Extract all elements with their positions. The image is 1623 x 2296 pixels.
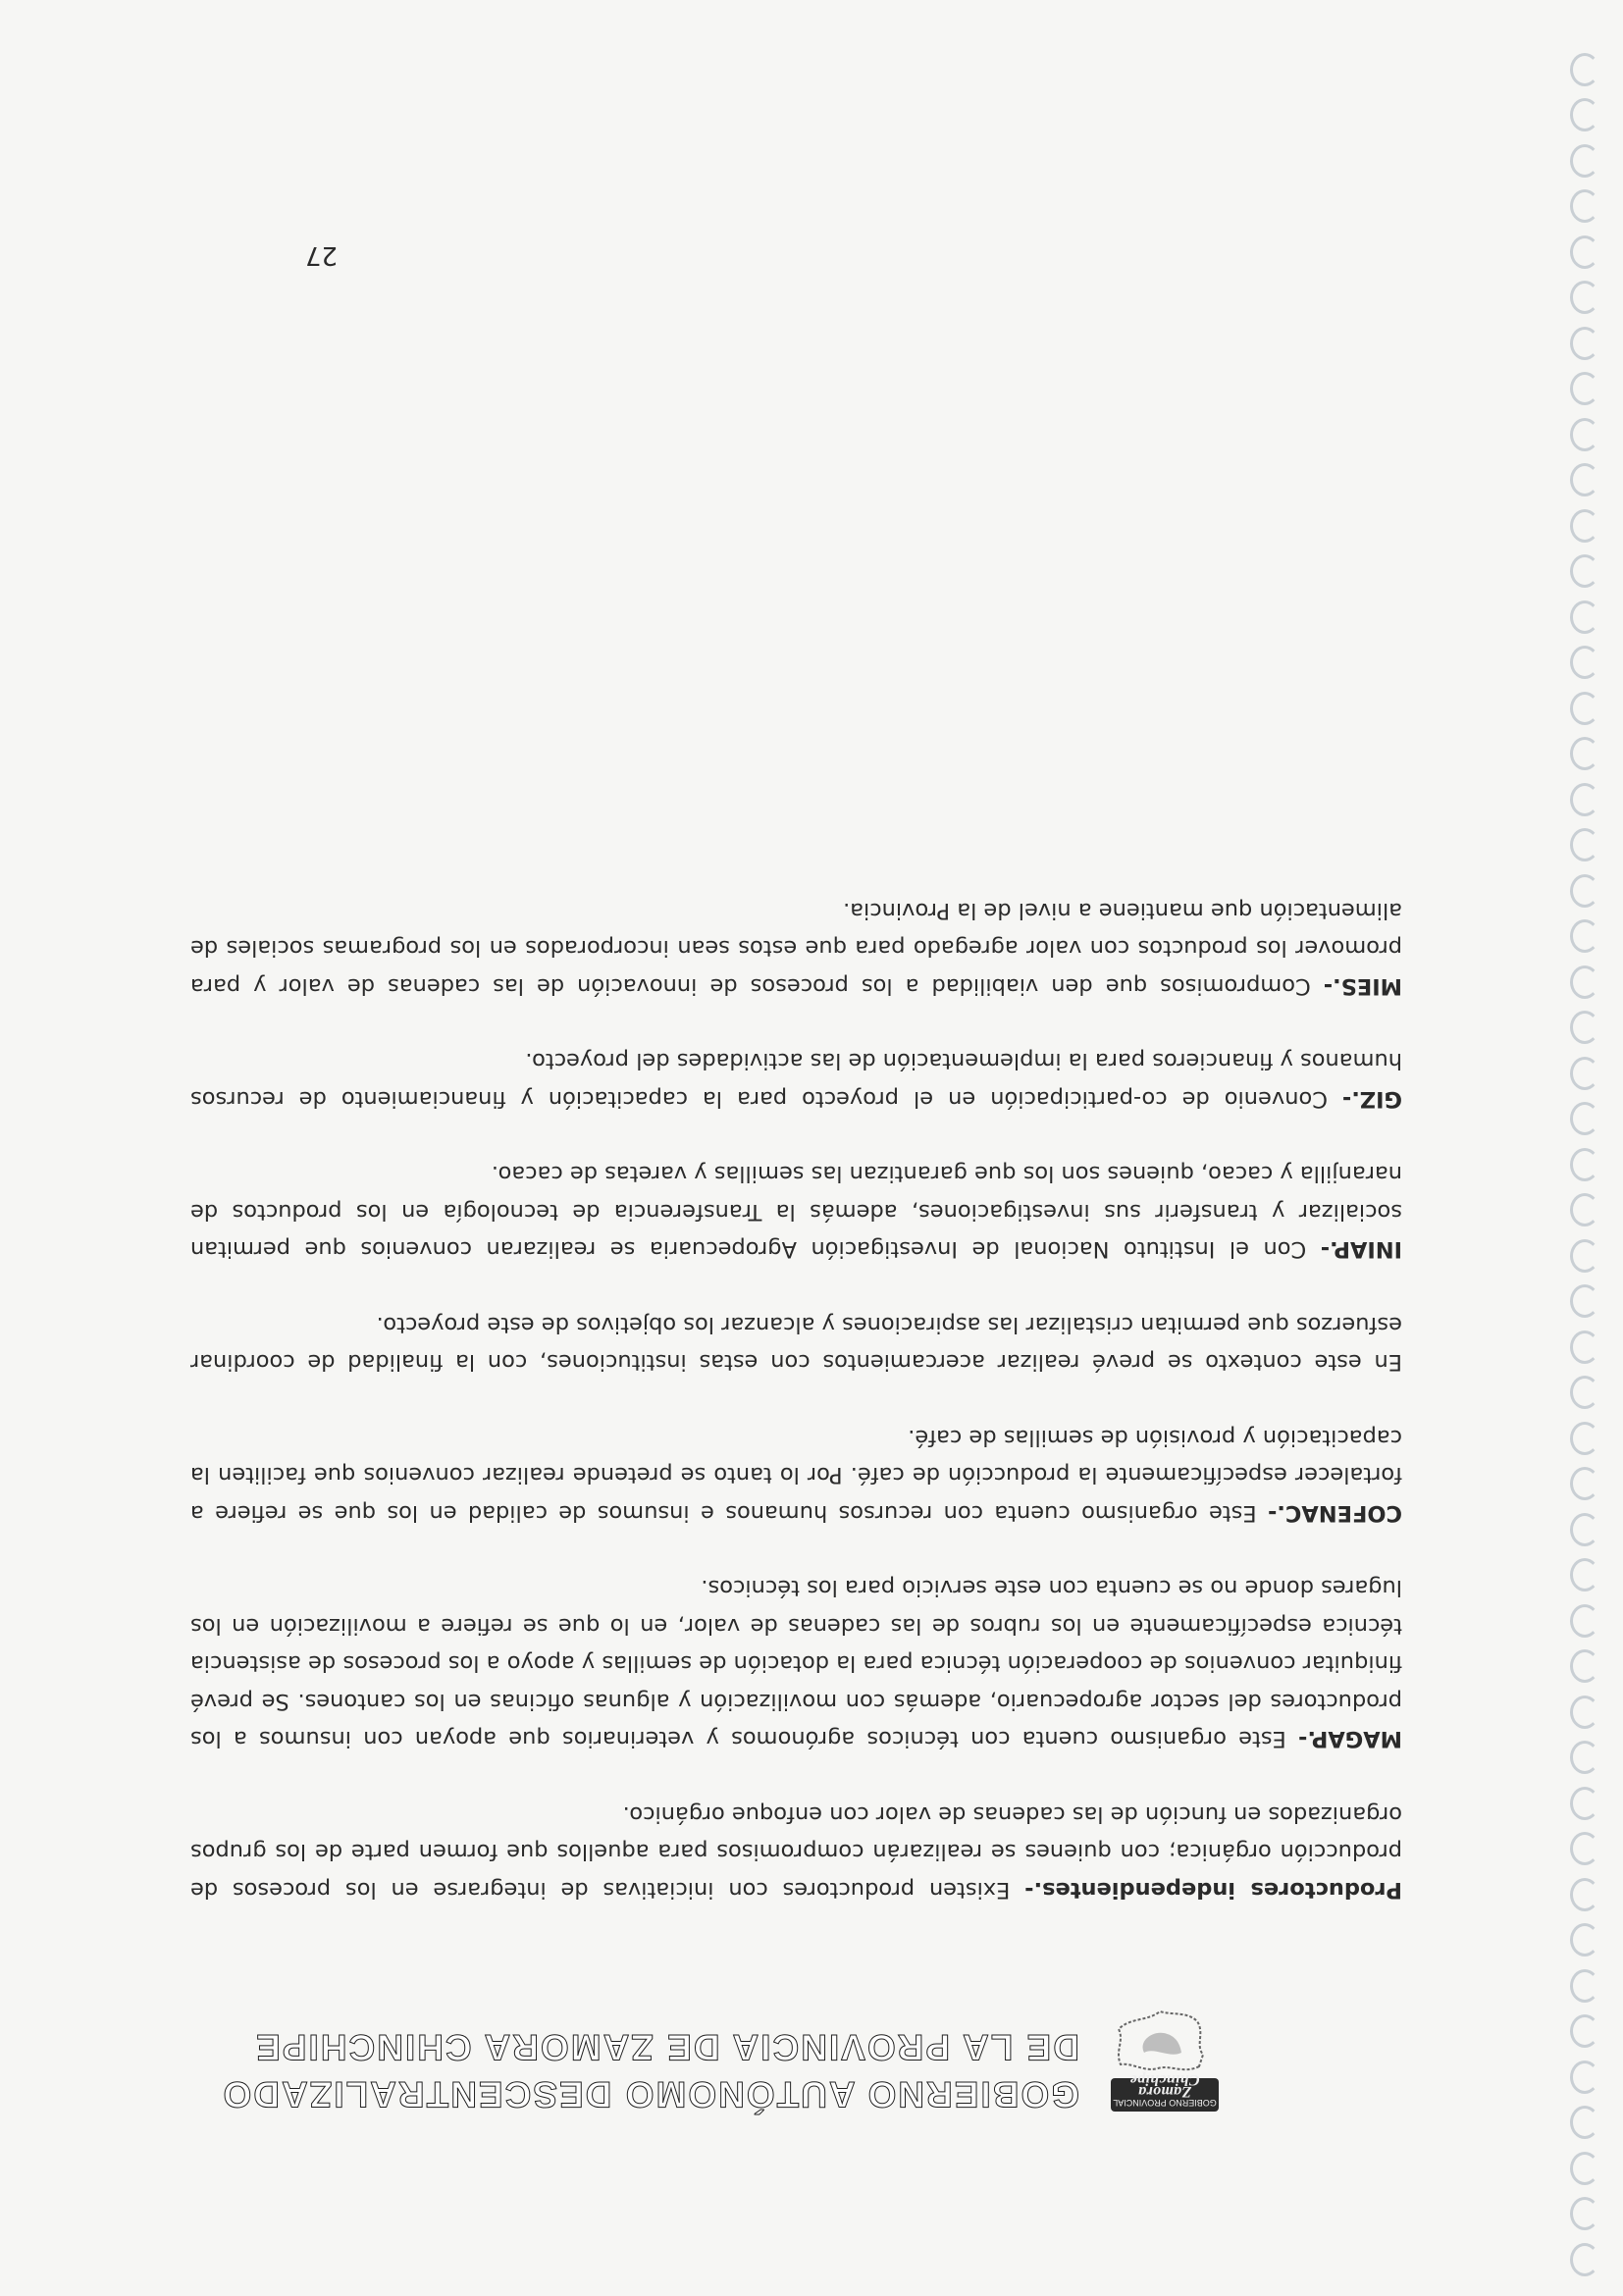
binding-ring [1570, 1422, 1599, 1455]
binding-ring [1570, 2152, 1599, 2185]
binding-ring [1570, 965, 1599, 999]
paragraph-lead: MAGAP.- [1298, 1726, 1402, 1752]
binding-ring [1570, 1696, 1599, 1729]
binding-ring [1570, 1148, 1599, 1181]
paragraph-text: Este organismo cuenta con técnicos agrónomos y veterinarios que apoyan con insumos a los productores del sector agropecuario, además con movilización y algunas oficinas en los cantones. Se prevé finiquitar convenios de cooperación técnica para la dotación de semillas y apoyo a los procesos de asistencia técnica específicamente en los rubros de las cadenas de valor, en lo que se refiere a movilización en los lugares donde no se cuenta con este servicio para los técnicos. [190, 1575, 1402, 1752]
paragraph-productores [190, 1796, 1402, 1909]
binding-ring [1570, 282, 1599, 315]
binding-ring [1570, 373, 1599, 406]
paragraph-iniap [190, 1155, 1402, 1269]
logo-badge-top: GOBIERNO PROVINCIAL [1113, 2098, 1217, 2108]
paragraph-lead: MIES.- [1323, 973, 1402, 999]
binding-ring [1570, 190, 1599, 224]
binding-ring [1570, 327, 1599, 360]
logo-badge [1111, 2071, 1219, 2112]
binding-ring [1570, 874, 1599, 908]
binding-ring [1570, 600, 1599, 634]
paragraph-text: Compromisos que den viabilidad a los procesos de innovación de las cadenas de valor y para promover los productos con valor agregado para que estos sean incorporados en los programas sociales de alimentación que mantiene a nivel de la Provincia. [190, 898, 1402, 999]
binding-ring [1570, 783, 1599, 816]
paragraph-lead: INIAP.- [1320, 1236, 1402, 1263]
title-line-1: GOBIERNO AUTÓNOMO DESCENTRALIZADO [221, 2074, 1079, 2114]
binding-ring [1570, 509, 1599, 543]
binding-ring [1570, 144, 1599, 178]
paragraph-lead: COFENAC.- [1267, 1500, 1402, 1526]
provincial-logo [1099, 2002, 1227, 2119]
letterhead [118, 2011, 1227, 2119]
binding-ring [1570, 1833, 1599, 1866]
binding-ring [1570, 99, 1599, 132]
binding-ring [1570, 1057, 1599, 1090]
binding-ring [1570, 829, 1599, 862]
paragraph-text: Existen productores con iniciativas de integrarse en los procesos de producción orgánica; con quienes se realizarán compromisos para aquellos que formen parte de los grupos organizados en función de las cadenas de valor con enfoque orgánico. [190, 1801, 1402, 1903]
binding-ring [1570, 2198, 1599, 2231]
binding-ring [1570, 2107, 1599, 2140]
binding-ring [1570, 1969, 1599, 2003]
paragraph-cofenac [190, 1419, 1402, 1533]
binding-ring [1570, 1604, 1599, 1638]
binding-ring [1570, 1103, 1599, 1136]
binding-ring [1570, 1513, 1599, 1546]
logo-badge-name: Zamora Chinchipe [1129, 2071, 1200, 2100]
binding-ring [1570, 1650, 1599, 1684]
government-title [221, 2023, 1079, 2117]
binding-ring [1570, 53, 1599, 86]
binding-ring [1570, 647, 1599, 680]
binding-ring [1570, 2015, 1599, 2049]
binding-ring [1570, 1878, 1599, 1911]
paragraph-mies [190, 892, 1402, 1006]
binding-ring [1570, 1331, 1599, 1364]
page-number: 27 [304, 240, 338, 270]
paragraph-text: Este organismo cuenta con recursos humanos e insumos de calidad en los que se refiere a fortalecer específicamente la producción de café. Por lo tanto se pretende realizar convenios que faciliten la capacitación y provisión de semillas de café. [190, 1425, 1402, 1526]
paragraph-text: Convenio de co-participación en el proyecto para la capacitación y financiamiento de recursos humanos y financieros para la implementación de las actividades del proyecto. [190, 1048, 1402, 1112]
binding-ring [1570, 1468, 1599, 1501]
province-map-icon [1111, 2008, 1209, 2076]
paragraph-contexto [190, 1306, 1402, 1382]
paragraph-giz [190, 1042, 1402, 1118]
binding-ring [1570, 692, 1599, 725]
binding-ring [1570, 738, 1599, 771]
document-body [190, 855, 1402, 1909]
title-line-2: DE LA PROVINCIA DE ZAMORA CHINCHIPE [254, 2027, 1079, 2067]
binding-ring [1570, 464, 1599, 497]
paragraph-lead: GIZ.- [1341, 1086, 1402, 1112]
binding-ring [1570, 1924, 1599, 1957]
binding-ring [1570, 920, 1599, 954]
binding-ring [1570, 418, 1599, 451]
paragraph-lead: Productores independientes.- [1024, 1877, 1402, 1903]
binding-ring [1570, 1377, 1599, 1410]
binding-ring [1570, 1559, 1599, 1592]
binding-ring [1570, 235, 1599, 269]
binding-ring [1570, 1742, 1599, 1775]
binding-ring [1570, 555, 1599, 589]
spiral-binding [1548, 20, 1617, 2276]
binding-ring [1570, 2061, 1599, 2094]
binding-ring [1570, 1239, 1599, 1273]
paragraph-text: En este contexto se prevé realizar acercamientos con estas instituciones, con la finalidad de coordinar esfuerzos que permitan cristalizar las aspiraciones y alcanzar los objetivos de este proyecto. [190, 1312, 1402, 1376]
paragraph-text: Con el Instituto Nacional de Investigación Agropecuaria se realizaran convenios que permitan socializar y transferir sus investigaciones, además la Transferencia de tecnología en los productos de naranjilla y cacao, quienes son los que garantizan las semillas y varetas de cacao. [190, 1161, 1402, 1263]
binding-ring [1570, 1285, 1599, 1319]
binding-ring [1570, 1012, 1599, 1045]
binding-ring [1570, 2243, 1599, 2276]
binding-ring [1570, 1787, 1599, 1820]
binding-ring [1570, 1194, 1599, 1227]
paragraph-magap [190, 1569, 1402, 1758]
